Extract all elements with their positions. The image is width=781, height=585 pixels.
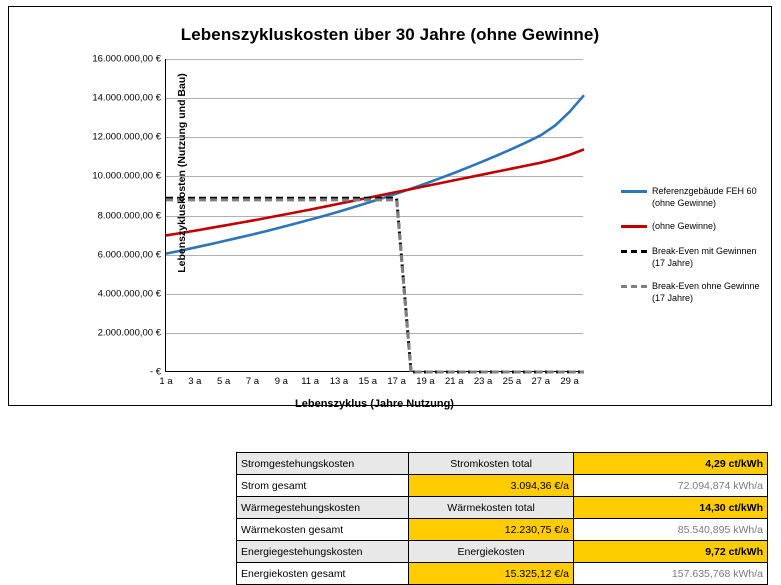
- x-tick-label: 13 a: [329, 376, 349, 387]
- x-tick-label: 9 a: [274, 376, 288, 387]
- x-tick-label: 1 a: [159, 376, 173, 387]
- legend-swatch-icon: [621, 280, 647, 294]
- table-cell: 72.094,874 kWh/a: [574, 475, 768, 497]
- x-tick-label: 21 a: [445, 376, 464, 387]
- table-cell: 85.540,895 kWh/a: [574, 519, 768, 541]
- legend-item[interactable]: [621, 185, 771, 209]
- legend-item[interactable]: [621, 280, 771, 304]
- chart-title: Lebenszykluskosten über 30 Jahre (ohne Gewinne): [180, 25, 600, 44]
- x-tick-label: 23 a: [473, 376, 493, 387]
- table-row: [237, 541, 768, 563]
- table-cell: 9,72 ct/kWh: [574, 541, 768, 563]
- x-tick-label: 15 a: [358, 376, 378, 387]
- y-tick-label: 12.000.000,00 €: [92, 131, 161, 143]
- table-cell: Energiegestehungskosten: [237, 541, 409, 563]
- x-tick-label: 29 a: [560, 376, 579, 387]
- y-axis-title: Lebenszykluskosten (Nutzung und Bau): [176, 73, 188, 273]
- y-tick-label: 2.000.000,00 €: [97, 327, 161, 339]
- table-cell: Strom gesamt: [237, 475, 409, 497]
- x-tick-label: 3 a: [188, 376, 202, 387]
- plot-area: [92, 53, 583, 410]
- x-tick-label: 17 a: [387, 376, 406, 387]
- y-tick-label: 8.000.000,00 €: [97, 210, 161, 221]
- x-tick-label: 5 a: [217, 376, 231, 387]
- table-cell: Wärmekosten total: [409, 497, 574, 519]
- chart-panel: [8, 6, 772, 410]
- y-tick-label: 14.000.000,00 €: [92, 92, 161, 104]
- y-tick-label: 16.000.000,00 €: [92, 53, 161, 65]
- table-cell: 12.230,75 €/a: [409, 519, 574, 541]
- y-tick-label: 6.000.000,00 €: [97, 249, 161, 261]
- legend-item[interactable]: [621, 220, 771, 234]
- x-tick-label: 27 a: [531, 376, 550, 387]
- table-row: [237, 563, 768, 585]
- x-axis-title: Lebenszyklus (Jahre Nutzung): [295, 398, 454, 410]
- table-cell: 4,29 ct/kWh: [574, 453, 768, 475]
- y-tick-label: 4.000.000,00 €: [97, 288, 161, 300]
- x-tick-label: 25 a: [502, 376, 522, 387]
- table-row: [237, 453, 768, 475]
- table-cell: Stromgestehungskosten: [237, 453, 409, 475]
- table-cell: 15.325,12 €/a: [409, 563, 574, 585]
- table-row: [237, 497, 768, 519]
- y-tick-label: - €: [149, 366, 161, 378]
- table-row: [237, 475, 768, 497]
- x-tick-label: 7 a: [245, 376, 260, 387]
- x-tick-label: 11 a: [301, 376, 320, 387]
- legend-swatch-icon: [621, 185, 647, 199]
- table-cell: Energiekosten: [409, 541, 574, 563]
- table-row: [237, 519, 768, 541]
- series-line: [166, 149, 584, 235]
- legend-swatch-icon: [621, 220, 647, 234]
- series-lines: [166, 59, 584, 372]
- table-cell: 3.094,36 €/a: [409, 475, 574, 497]
- chart-legend: [621, 185, 771, 315]
- legend-item-label: Referenzgebäude FEH 60 (ohne Gewinne): [652, 186, 757, 208]
- legend-item-label: Break-Even ohne Gewinne (17 Jahre): [652, 281, 760, 303]
- legend-item[interactable]: [621, 245, 771, 269]
- cost-summary-table: [236, 452, 768, 585]
- legend-item-label: (ohne Gewinne): [652, 221, 717, 232]
- legend-swatch-icon: [621, 245, 647, 259]
- y-tick-label: 10.000.000,00 €: [92, 170, 161, 182]
- x-tick-label: 19 a: [416, 376, 435, 387]
- table-cell: 14,30 ct/kWh: [574, 497, 768, 519]
- table-cell: Wärmekosten gesamt: [237, 519, 409, 541]
- table: [236, 452, 768, 585]
- table-cell: Stromkosten total: [409, 453, 574, 475]
- legend-item-label: Break-Even mit Gewinnen (17 Jahre): [652, 246, 757, 268]
- series-line: [166, 95, 584, 253]
- table-cell: Wärmegestehungskosten: [237, 497, 409, 519]
- table-cell: Energiekosten gesamt: [237, 563, 409, 585]
- table-cell: 157.635,768 kWh/a: [574, 563, 768, 585]
